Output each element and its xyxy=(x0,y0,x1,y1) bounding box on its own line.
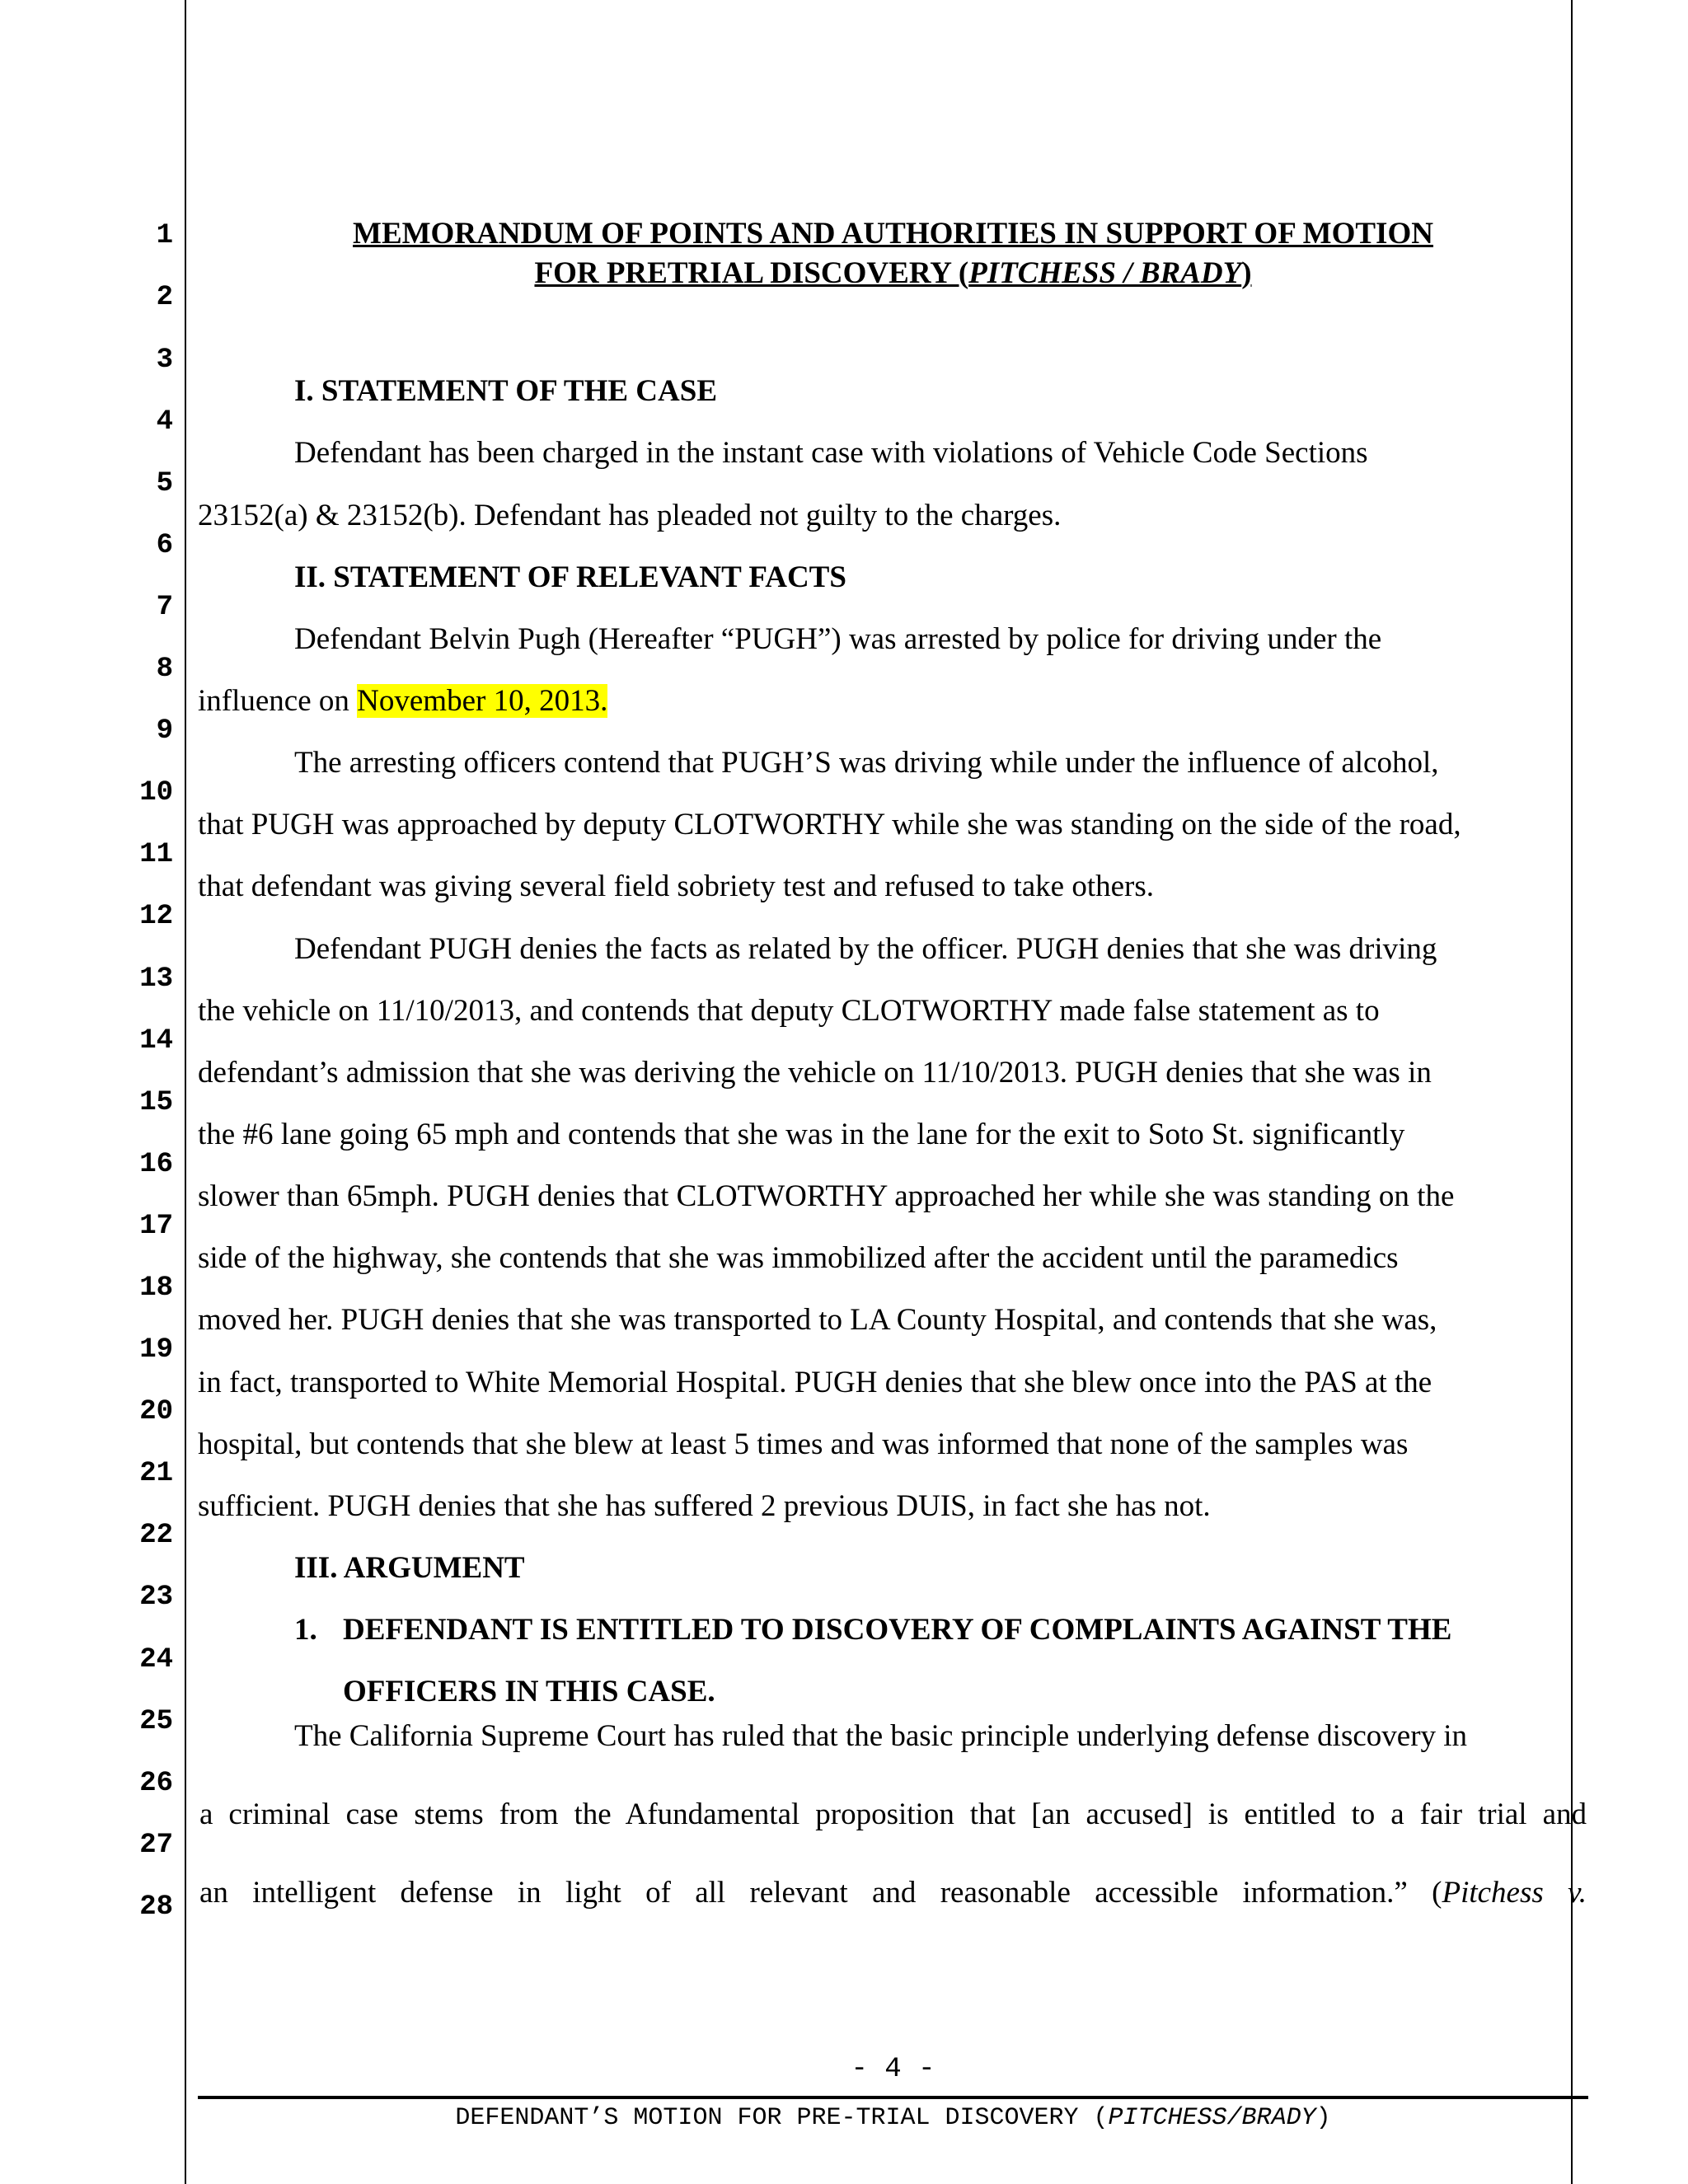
paragraph-line: that defendant was giving several field sobriety test and refused to take others. xyxy=(198,869,1154,903)
section-heading-relevant-facts: II. STATEMENT OF RELEVANT FACTS xyxy=(294,560,846,594)
footer-divider xyxy=(198,2096,1588,2099)
line-number: 3 xyxy=(156,344,173,376)
paragraph-line: the vehicle on 11/10/2013, and contends that deputy CLOTWORTHY made false statement as to xyxy=(198,994,1380,1028)
subheading-number: 1. xyxy=(294,1613,317,1647)
paragraph-line xyxy=(199,1875,1587,1911)
case-citation: Pitchess v. xyxy=(1442,1876,1587,1910)
title-suffix: ) xyxy=(1241,256,1252,290)
line-number: 6 xyxy=(156,530,173,561)
subheading-line-2: OFFICERS IN THIS CASE. xyxy=(343,1675,715,1708)
paragraph-line: side of the highway, she contends that she was immobilized after the accident until the paramedics xyxy=(198,1241,1399,1275)
line-number: 10 xyxy=(139,777,173,808)
line-number: 24 xyxy=(139,1644,173,1675)
line-number: 25 xyxy=(139,1706,173,1737)
paragraph-line: 23152(a) & 23152(b). Defendant has pleaded not guilty to the charges. xyxy=(198,499,1062,532)
paragraph-line: defendant’s admission that she was deriving the vehicle on 11/10/2013. PUGH denies that she was in xyxy=(198,1056,1432,1090)
text-run: an intelligent defense in light of all relevant and reasonable accessible information.” ( xyxy=(199,1876,1442,1910)
left-margin-rule xyxy=(185,0,186,2184)
line-number: 17 xyxy=(139,1211,173,1242)
paragraph-line: sufficient. PUGH denies that she has suffered 2 previous DUIS, in fact she has not. xyxy=(198,1489,1211,1523)
section-heading-argument: III. ARGUMENT xyxy=(294,1551,525,1585)
line-number: 2 xyxy=(156,282,173,313)
line-number: 23 xyxy=(139,1582,173,1613)
line-number: 11 xyxy=(139,839,173,870)
line-number: 22 xyxy=(139,1520,173,1551)
document-title-line-2 xyxy=(199,255,1587,292)
line-number: 16 xyxy=(139,1149,173,1180)
paragraph-line xyxy=(198,683,607,719)
line-number: 18 xyxy=(139,1272,173,1304)
paragraph-line: moved her. PUGH denies that she was transported to LA County Hospital, and contends that she was, xyxy=(198,1303,1437,1337)
highlighted-date: November 10, 2013. xyxy=(357,684,608,718)
paragraph-line: hospital, but contends that she blew at least 5 times and was informed that none of the samples was xyxy=(198,1427,1409,1461)
document-title-line-1: MEMORANDUM OF POINTS AND AUTHORITIES IN SUPPORT OF MOTION xyxy=(353,217,1433,251)
footer-title-prefix: DEFENDANT’S MOTION FOR PRE-TRIAL DISCOVERY ( xyxy=(455,2104,1109,2132)
line-number: 5 xyxy=(156,468,173,499)
line-number: 9 xyxy=(156,715,173,747)
paragraph-line: slower than 65mph. PUGH denies that CLOTWORTHY approached her while she was standing on the xyxy=(198,1179,1455,1213)
line-number: 1 xyxy=(156,220,173,251)
footer-title-suffix: ) xyxy=(1315,2104,1331,2132)
line-number: 14 xyxy=(139,1025,173,1057)
paragraph-line: a criminal case stems from the Afundamental proposition that [an accused] is entitled to a fair trial and xyxy=(199,1797,1587,1831)
paragraph-line: the #6 lane going 65 mph and contends that she was in the lane for the exit to Soto St. significantly xyxy=(198,1118,1405,1151)
line-number: 8 xyxy=(156,654,173,685)
paragraph-line: in fact, transported to White Memorial Hospital. PUGH denies that she blew once into the PAS at the xyxy=(198,1366,1432,1399)
footer-title xyxy=(199,2104,1587,2132)
title-prefix: FOR PRETRIAL DISCOVERY ( xyxy=(534,256,969,290)
line-number: 13 xyxy=(139,963,173,995)
right-margin-rule xyxy=(1571,0,1573,2184)
line-number: 21 xyxy=(139,1458,173,1489)
line-number: 27 xyxy=(139,1830,173,1861)
line-number: 7 xyxy=(156,592,173,623)
line-number: 12 xyxy=(139,901,173,932)
paragraph-line: Defendant Belvin Pugh (Hereafter “PUGH”) was arrested by police for driving under the xyxy=(294,622,1382,656)
footer-title-italic: PITCHESS/BRADY xyxy=(1108,2104,1316,2132)
section-heading-statement-of-case: I. STATEMENT OF THE CASE xyxy=(294,374,717,408)
line-number: 20 xyxy=(139,1396,173,1427)
page-number: - 4 - xyxy=(851,2054,935,2085)
line-number: 19 xyxy=(139,1334,173,1366)
paragraph-line: The California Supreme Court has ruled that the basic principle underlying defense discovery in xyxy=(294,1719,1468,1753)
line-number: 26 xyxy=(139,1768,173,1799)
paragraph-line: that PUGH was approached by deputy CLOTWORTHY while she was standing on the side of the road, xyxy=(198,808,1461,841)
paragraph-line: The arresting officers contend that PUGH’S was driving while under the influence of alcohol, xyxy=(294,746,1439,780)
line-number: 28 xyxy=(139,1891,173,1923)
paragraph-line: Defendant PUGH denies the facts as related by the officer. PUGH denies that she was driving xyxy=(294,932,1437,966)
text-run: influence on xyxy=(198,684,358,718)
subheading-line-1: DEFENDANT IS ENTITLED TO DISCOVERY OF COMPLAINTS AGAINST THE xyxy=(343,1613,1452,1647)
paragraph-line: Defendant has been charged in the instant case with violations of Vehicle Code Sections xyxy=(294,436,1368,470)
line-number: 4 xyxy=(156,406,173,438)
title-italic: PITCHESS / BRADY xyxy=(968,256,1242,290)
line-number: 15 xyxy=(139,1087,173,1118)
